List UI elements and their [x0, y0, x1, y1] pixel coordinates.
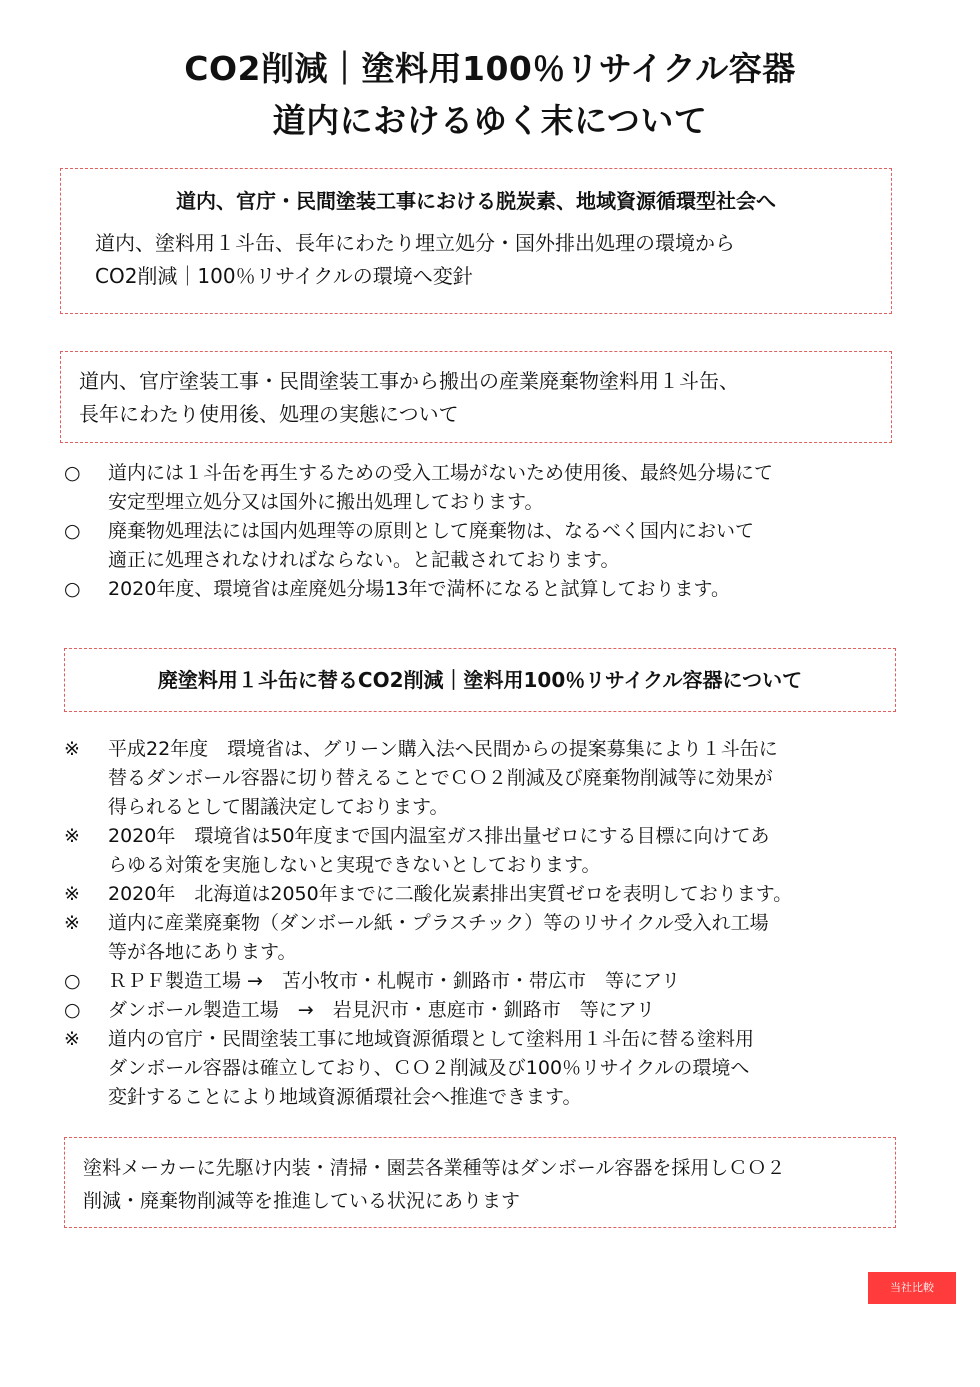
list-item-text: 道内の官庁・民間塗装工事に地域資源循環として塗料用１斗缶に替る塗料用 ダンボール容器は確立しており、ＣＯ２削減及び100％リサイクルの環境へ 変針することにより地域資源循環社会へ推進できます。	[108, 1028, 755, 1108]
list-bullet: ○	[64, 462, 81, 484]
list-item-text: 道内に産業廃棄物（ダンボール紙・プラスチック）等のリサイクル受入れ工場 等が各地にあります。	[108, 912, 769, 963]
company-comparison-button[interactable]: 当社比較	[868, 1272, 956, 1304]
list-item	[64, 996, 944, 1025]
list-bullet: ○	[64, 578, 81, 600]
list-item-text: 廃棄物処理法には国内処理等の原則として廃棄物は、なるべく国内において 適正に処理されなければならない。と記載されております。	[108, 520, 755, 571]
recycle-policy-list	[64, 735, 944, 1112]
page-title-line2: 道内におけるゆく末について	[272, 101, 708, 140]
list-bullet: ○	[64, 999, 81, 1021]
list-bullet: ※	[64, 825, 80, 847]
disposal-status-box	[60, 351, 892, 443]
list-item	[64, 735, 944, 822]
industry-adoption-box	[64, 1137, 896, 1228]
list-bullet: ○	[64, 520, 81, 542]
list-item-text: 平成22年度 環境省は、グリーン購入法へ民間からの提案募集により１斗缶に 替るダンボール容器に切り替えることでＣＯ２削減及び廃棄物削減等に効果が 得られるとして閣議決定しております。	[108, 738, 778, 818]
list-item	[64, 909, 944, 967]
decarbonization-line1: 道内、塗料用１斗缶、長年にわたり埋立処分・国外排出処理の環境から	[95, 231, 735, 255]
list-bullet: ※	[64, 912, 80, 934]
list-item	[64, 1025, 944, 1112]
industry-adoption-line2: 削減・廃棄物削減等を推進している状況にあります	[83, 1190, 521, 1212]
list-bullet: ※	[64, 1028, 80, 1050]
list-item	[64, 967, 944, 996]
list-item-text: 2020年 環境省は50年度まで国内温室ガス排出量ゼロにする目標に向けてあ らゆる対策を実施しないと実現できないとしております。	[108, 825, 770, 876]
list-item	[64, 822, 944, 880]
list-item-text: 2020年度、環境省は産廃処分場13年で満杯になると試算しております。	[108, 578, 731, 600]
decarbonization-line2: CO2削減｜100％リサイクルの環境へ変針	[95, 264, 473, 288]
decarbonization-heading: 道内、官庁・民間塗装工事における脱炭素、地域資源循環型社会へ	[176, 189, 776, 213]
recycle-container-heading: 廃塗料用１斗缶に替るCO2削減｜塗料用100％リサイクル容器について	[157, 668, 803, 692]
list-item	[64, 880, 944, 909]
page-title-line1: CO2削減｜塗料用100％リサイクル容器	[184, 49, 796, 88]
list-item	[64, 517, 944, 575]
list-bullet: ※	[64, 738, 80, 760]
list-item-text: ダンボール製造工場 → 岩見沢市・恵庭市・釧路市 等にアリ	[108, 999, 655, 1021]
list-item	[64, 459, 944, 517]
disposal-status-line1: 道内、官庁塗装工事・民間塗装工事から搬出の産業廃棄物塗料用１斗缶、	[79, 369, 739, 393]
disposal-status-line2: 長年にわたり使用後、処理の実態について	[79, 402, 459, 426]
list-item-text: 2020年 北海道は2050年までに二酸化炭素排出実質ゼロを表明しております。	[108, 883, 793, 905]
decarbonization-box	[60, 168, 892, 314]
list-item	[64, 575, 944, 604]
recycle-container-heading-box	[64, 648, 896, 712]
list-item-text: 道内には１斗缶を再生するための受入工場がないため使用後、最終処分場にて 安定型埋立処分又は国外に搬出処理しております。	[108, 462, 774, 513]
industry-adoption-line1: 塗料メーカーに先駆け内装・清掃・園芸各業種等はダンボール容器を採用しＣＯ２	[83, 1157, 786, 1179]
list-bullet: ※	[64, 883, 80, 905]
list-bullet: ○	[64, 970, 81, 992]
disposal-facts-list	[64, 459, 944, 604]
list-item-text: ＲＰＦ製造工場 → 苫小牧市・札幌市・釧路市・帯広市 等にアリ	[108, 970, 681, 992]
